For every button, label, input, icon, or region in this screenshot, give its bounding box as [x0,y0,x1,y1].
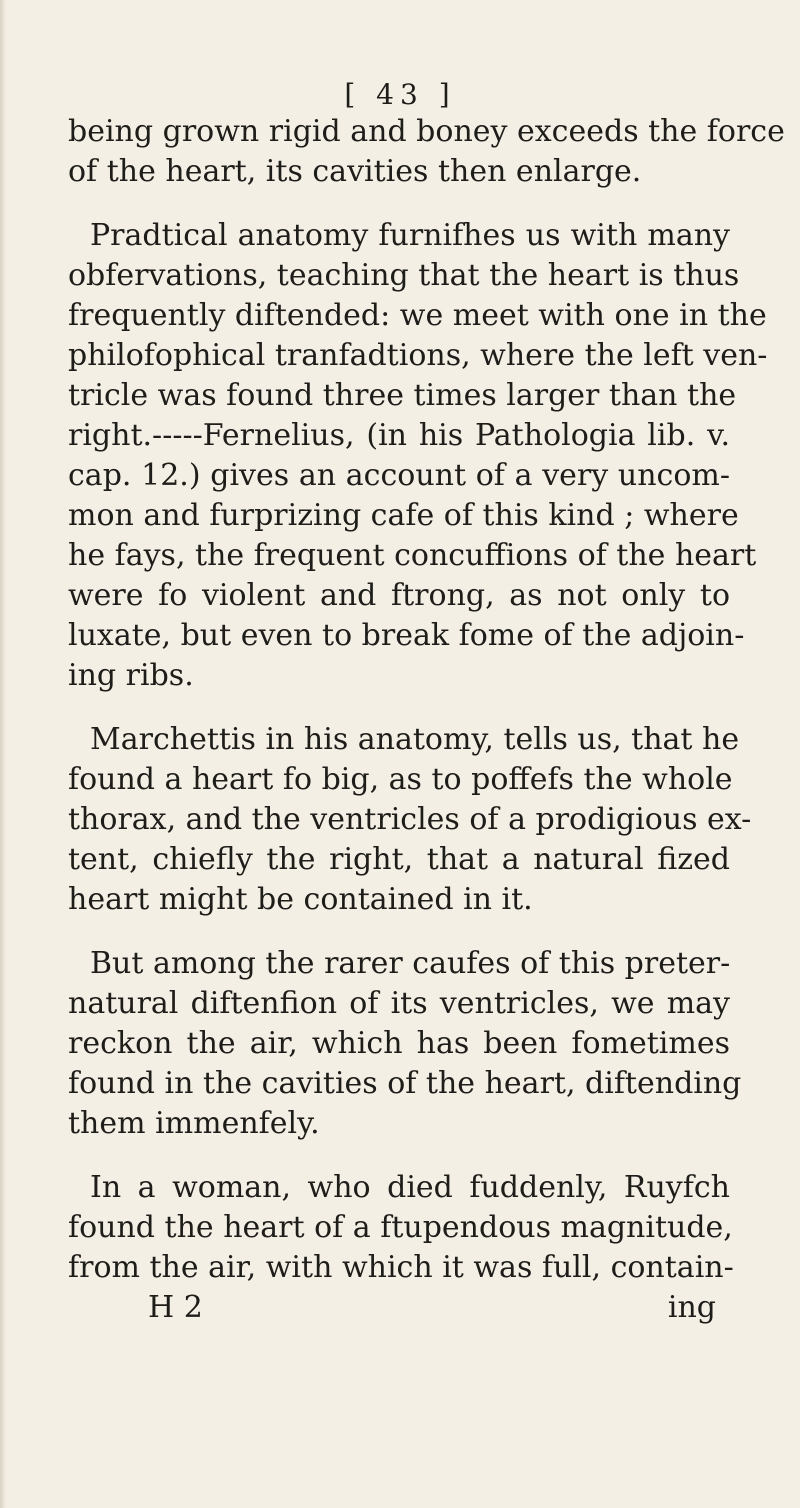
paragraph [68,216,768,696]
text-line: found the heart of a ftupendous magnitude, [68,1210,733,1245]
text-line: cap. 12.) gives an account of a very uncom- [68,458,730,493]
text-line: tricle was found three times larger than the [68,378,737,413]
text-line: tent, chiefly the right, that a natural fized [68,842,730,877]
text-line: heart might be contained in it. [68,882,533,917]
text-line: frequently diftended: we meet with one in the [68,298,767,333]
signature-mark: H 2 [148,1290,203,1325]
paragraph [68,944,742,1144]
text-line: luxate, but even to break fome of the adjoin- [68,618,745,653]
text-line: he fays, the frequent concuffions of the heart [68,538,757,573]
page-number: [ 43 ] [344,78,456,111]
text-line: obfervations, teaching that the heart is thus [68,258,740,293]
text-line: mon and furprizing cafe of this kind ; where [68,498,739,533]
text-line: In a woman, who died fuddenly, Ruyfch [90,1170,730,1205]
text-line: Pradtical anatomy furnifhes us with many [90,218,730,253]
text-line: thorax, and the ventricles of a prodigious ex- [68,802,752,837]
catchline [68,1288,730,1328]
page-edge [0,0,6,1508]
text-line: philofophical tranfadtions, where the left ven- [68,338,768,373]
text-line: found in the cavities of the heart, diftending [68,1066,742,1101]
text-line: right.-----Fernelius, (in his Pathologia lib. v. [68,418,730,453]
text-block [68,112,785,1328]
text-line: of the heart, its cavities then enlarge. [68,154,642,189]
text-line: Marchettis in his anatomy, tells us, that he [90,722,740,757]
text-line: reckon the air, which has been fometimes [68,1026,730,1061]
text-line: But among the rarer caufes of this preter- [90,946,731,981]
catchword: ing [667,1290,716,1325]
text-line: being grown rigid and boney exceeds the force [68,114,785,149]
text-line: from the air, with which it was full, contain- [68,1250,734,1285]
paragraph [68,720,752,920]
text-line: natural diftenfion of its ventricles, we may [68,986,730,1021]
paragraph [68,112,785,192]
text-line: them immenfely. [68,1106,320,1141]
paragraph [68,1168,734,1288]
text-line: ing ribs. [68,658,194,693]
text-line: were fo violent and ftrong, as not only to [68,578,730,613]
text-line: found a heart fo big, as to poffefs the whole [68,762,733,797]
